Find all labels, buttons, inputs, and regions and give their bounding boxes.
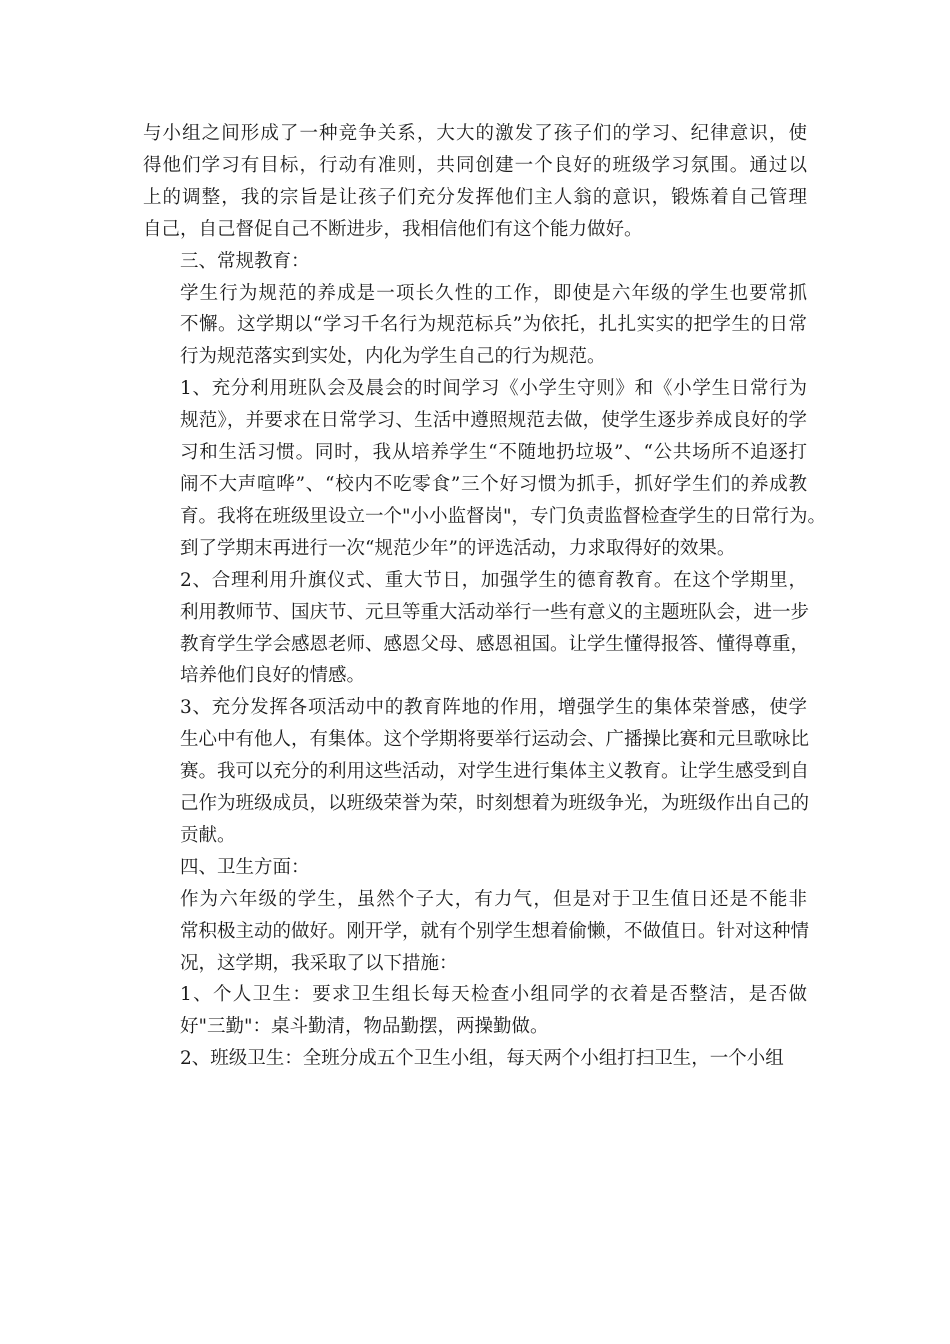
paragraph: [143, 884, 810, 980]
document-page: [143, 118, 827, 1075]
text-line: 学生行为规范的养成是一项长久性的工作，即使是六年级的学生也要常抓: [180, 282, 807, 304]
paragraph: [143, 118, 807, 246]
text-line: 习和生活习惯。同时，我从培养学生“不随地扔垃圾”、“公共场所不追逐打: [180, 442, 807, 464]
paragraph: [143, 373, 827, 564]
text-line: 贡献。: [180, 824, 236, 846]
text-line: 三、常规教育：: [180, 250, 310, 272]
text-line: 利用教师节、国庆节、元旦等重大活动举行一些有意义的主题班队会，进一步: [180, 601, 810, 623]
paragraph: [143, 852, 807, 884]
text-line: 己作为班级成员，以班级荣誉为荣，时刻想着为班级争光，为班级作出自己的: [180, 793, 810, 815]
text-line: 四、卫生方面：: [180, 856, 310, 878]
text-line: 闹不大声喧哗”、“校内不吃零食”三个好习惯为抓手，抓好学生们的养成教: [180, 473, 807, 495]
text-line: 2、合理利用升旗仪式、重大节日，加强学生的德育教育。在这个学期里，: [180, 569, 807, 591]
text-line: 自己，自己督促自己不断进步，我相信他们有这个能力做好。: [143, 218, 643, 240]
paragraph: [143, 565, 810, 693]
text-line: 得他们学习有目标，行动有准则，共同创建一个良好的班级学习氛围。通过以: [143, 154, 807, 176]
paragraph: [143, 979, 807, 1043]
text-line: 作为六年级的学生，虽然个子大，有力气，但是对于卫生值日还是不能非: [180, 888, 807, 910]
paragraph: [143, 692, 810, 852]
text-line: 不懈。这学期以“学习千名行为规范标兵”为依托，扎扎实实的把学生的日常: [180, 314, 807, 336]
paragraph: [143, 278, 807, 374]
text-line: 1、充分利用班队会及晨会的时间学习《小学生守则》和《小学生日常行为: [180, 378, 807, 400]
text-line: 育。我将在班级里设立一个"小小监督岗"，专门负责监督检查学生的日常行为。: [180, 505, 827, 527]
text-line: 好"三勤"：桌斗勤清，物品勤摆，两操勤做。: [180, 1016, 549, 1038]
text-line: 1、个人卫生：要求卫生组长每天检查小组同学的衣着是否整洁，是否做: [180, 984, 807, 1006]
paragraph: [143, 246, 807, 278]
text-line: 培养他们良好的情感。: [180, 665, 366, 687]
text-line: 行为规范落实到实处，内化为学生自己的行为规范。: [180, 346, 606, 368]
text-line: 3、充分发挥各项活动中的教育阵地的作用，增强学生的集体荣誉感，使学: [180, 697, 807, 719]
text-line: 2、班级卫生：全班分成五个卫生小组，每天两个小组打扫卫生，一个小组: [180, 1048, 784, 1070]
text-line: 到了学期末再进行一次“规范少年”的评选活动，力求取得好的效果。: [180, 537, 736, 559]
text-line: 常积极主动的做好。刚开学，就有个别学生想着偷懒，不做值日。针对这种情: [180, 920, 810, 942]
paragraph: [143, 1043, 807, 1075]
text-line: 生心中有他人，有集体。这个学期将要举行运动会、广播操比赛和元旦歌咏比: [180, 729, 810, 751]
text-line: 况，这学期，我采取了以下措施：: [180, 952, 458, 974]
text-line: 赛。我可以充分的利用这些活动，对学生进行集体主义教育。让学生感受到自: [180, 761, 810, 783]
text-line: 规范》，并要求在日常学习、生活中遵照规范去做，使学生逐步养成良好的学: [180, 410, 807, 432]
text-line: 教育学生学会感恩老师、感恩父母、感恩祖国。让学生懂得报答、懂得尊重，: [180, 633, 810, 655]
text-line: 上的调整，我的宗旨是让孩子们充分发挥他们主人翁的意识，锻炼着自己管理: [143, 186, 807, 208]
text-line: 与小组之间形成了一种竞争关系，大大的激发了孩子们的学习、纪律意识，使: [143, 123, 807, 144]
